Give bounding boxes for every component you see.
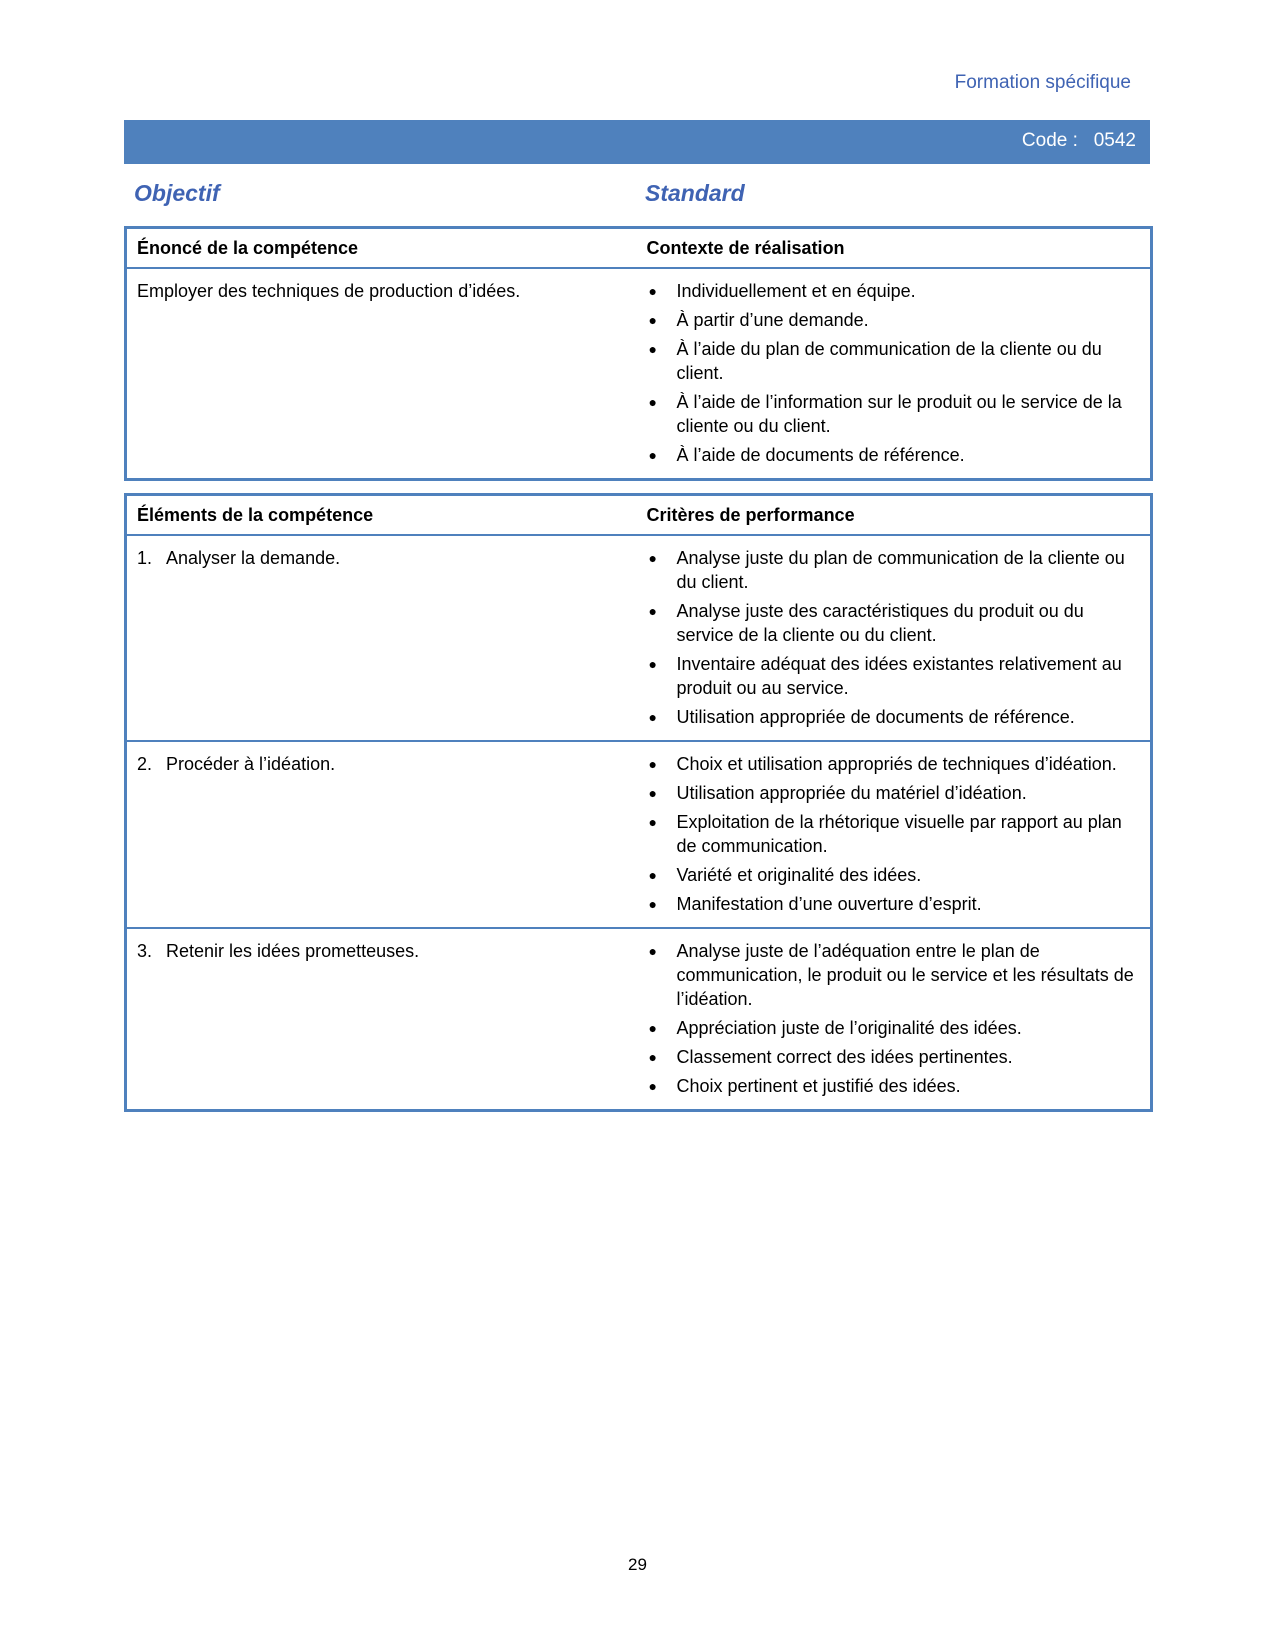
bullet-icon: ●: [648, 1078, 657, 1094]
criteria-cell: [637, 928, 1152, 1111]
list-item: ● Manifestation d’une ouverture d’esprit.: [648, 894, 982, 914]
list-item: ● Variété et originalité des idées.: [648, 865, 922, 885]
list-item: ● Utilisation appropriée du matériel d’idéation.: [648, 783, 1027, 803]
elements-header: Éléments de la compétence: [126, 495, 637, 536]
table-row: [126, 741, 1152, 928]
list-item: ● À l’aide du plan de communication de la cliente ou du client.: [648, 339, 1102, 383]
list-item: ● Choix pertinent et justifié des idées.: [648, 1076, 961, 1096]
element-text: Procéder à l’idéation.: [166, 754, 336, 774]
element-text: Retenir les idées prometteuses.: [166, 941, 420, 961]
list-item: ● À l’aide de documents de référence.: [648, 445, 965, 465]
performance-table: [124, 493, 1153, 1112]
competency-statement-header: Énoncé de la compétence: [126, 228, 637, 269]
bullet-icon: ●: [648, 283, 657, 299]
criteria-cell: [637, 741, 1152, 928]
list-item: ● À l’aide de l’information sur le produit ou le service de la cliente ou du client.: [648, 392, 1122, 436]
section-title: Formation spécifique: [954, 72, 1131, 93]
element-cell: [126, 928, 637, 1111]
criteria-list: [647, 752, 1141, 916]
page-number: 29: [628, 1555, 647, 1574]
bullet-icon: ●: [648, 867, 657, 883]
heading-objectif: Objectif: [134, 180, 220, 206]
list-item: ● Utilisation appropriée de documents de référence.: [648, 707, 1075, 727]
list-item: ● Appréciation juste de l’originalité des idées.: [648, 1018, 1022, 1038]
table-row: [126, 928, 1152, 1111]
element-number: 1.: [137, 548, 153, 568]
table-row: [126, 268, 1152, 480]
bullet-icon: ●: [648, 603, 657, 619]
list-item: ● Analyse juste des caractéristiques du produit ou du service de la cliente ou du client.: [648, 601, 1084, 645]
list-item: ● À partir d’une demande.: [648, 310, 869, 330]
bullet-icon: ●: [648, 550, 657, 566]
bullet-icon: ●: [648, 447, 657, 463]
table-row: [126, 535, 1152, 741]
context-list-cell: [637, 268, 1152, 480]
bullet-icon: ●: [648, 756, 657, 772]
element-number: 2.: [137, 754, 153, 774]
criteria-header: Critères de performance: [637, 495, 1152, 536]
list-item: ● Exploitation de la rhétorique visuelle par rapport au plan de communication.: [648, 812, 1122, 856]
list-item: ● Choix et utilisation appropriés de techniques d’idéation.: [648, 754, 1117, 774]
competency-table: [124, 226, 1153, 481]
bullet-icon: ●: [648, 1020, 657, 1036]
bullet-icon: ●: [648, 896, 657, 912]
competency-statement: Employer des techniques de production d’idées.: [137, 281, 521, 301]
element-cell: [126, 741, 637, 928]
list-item: ● Classement correct des idées pertinentes.: [648, 1047, 1013, 1067]
bullet-icon: ●: [648, 312, 657, 328]
bullet-icon: ●: [648, 394, 657, 410]
context-header: Contexte de réalisation: [637, 228, 1152, 269]
bullet-icon: ●: [648, 341, 657, 357]
bullet-icon: ●: [648, 1049, 657, 1065]
element-number: 3.: [137, 941, 153, 961]
heading-standard: Standard: [645, 180, 745, 206]
program-code: Code : 0542: [1021, 130, 1136, 151]
bullet-icon: ●: [648, 709, 657, 725]
criteria-cell: [637, 535, 1152, 741]
criteria-list: [647, 939, 1141, 1098]
bullet-icon: ●: [648, 814, 657, 830]
code-bar: [124, 120, 1150, 164]
bullet-icon: ●: [648, 656, 657, 672]
bullet-icon: ●: [648, 943, 657, 959]
list-item: ● Inventaire adéquat des idées existantes relativement au produit ou au service.: [648, 654, 1122, 698]
bullet-icon: ●: [648, 785, 657, 801]
list-item: ● Analyse juste du plan de communication de la cliente ou du client.: [648, 548, 1125, 592]
list-item: ● Individuellement et en équipe.: [648, 281, 916, 301]
element-text: Analyser la demande.: [166, 548, 341, 568]
criteria-list: [647, 546, 1141, 729]
element-cell: [126, 535, 637, 741]
list-item: ● Analyse juste de l’adéquation entre le plan de communication, le produit ou le service et les résultats de l’idéation.: [648, 941, 1134, 1009]
context-list: [647, 279, 1141, 467]
